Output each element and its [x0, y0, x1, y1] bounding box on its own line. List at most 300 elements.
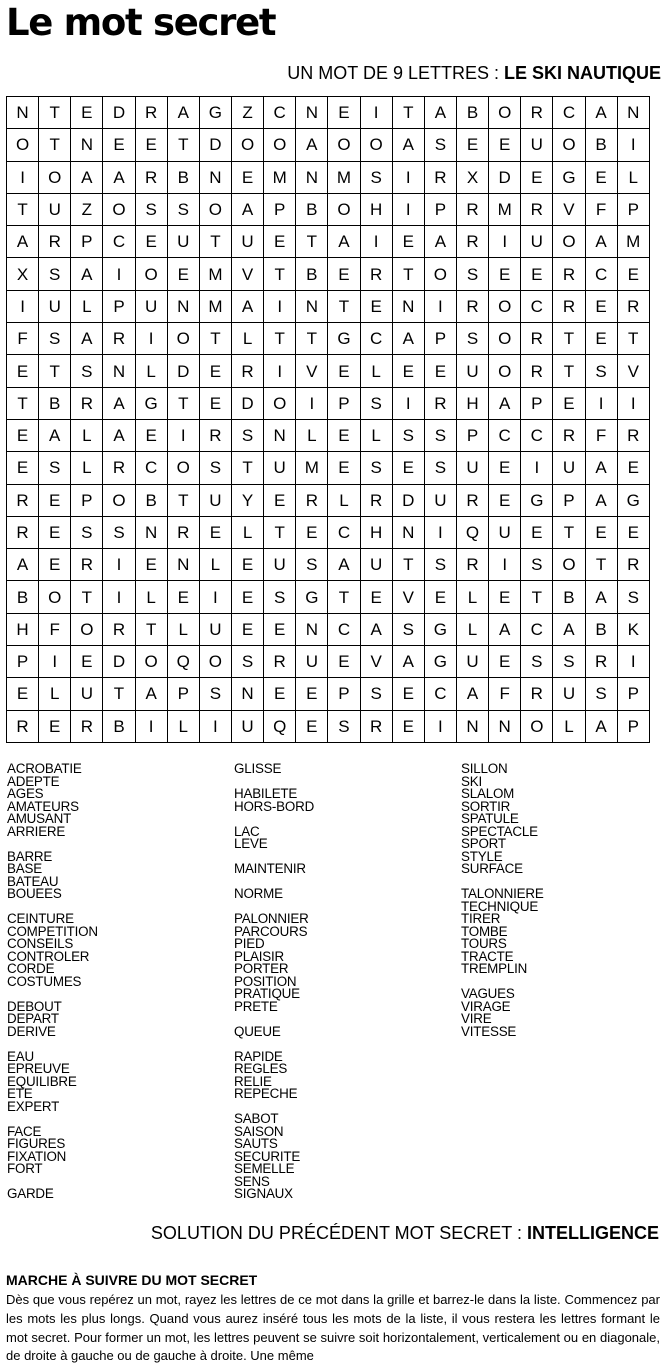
grid-cell[interactable]: P: [167, 678, 199, 710]
grid-cell[interactable]: S: [71, 516, 103, 548]
grid-cell[interactable]: I: [521, 452, 553, 484]
grid-cell[interactable]: S: [585, 355, 617, 387]
grid-cell[interactable]: I: [424, 516, 456, 548]
grid-cell[interactable]: O: [424, 258, 456, 290]
grid-cell[interactable]: I: [39, 646, 71, 678]
grid-cell[interactable]: S: [585, 678, 617, 710]
grid-cell[interactable]: Q: [456, 516, 488, 548]
grid-cell[interactable]: L: [617, 161, 649, 193]
grid-cell[interactable]: I: [392, 193, 424, 225]
grid-cell[interactable]: I: [296, 387, 328, 419]
grid-cell[interactable]: R: [360, 258, 392, 290]
grid-cell[interactable]: S: [39, 452, 71, 484]
grid-cell[interactable]: O: [328, 193, 360, 225]
grid-cell[interactable]: T: [264, 258, 296, 290]
grid-cell[interactable]: E: [167, 581, 199, 613]
grid-cell[interactable]: E: [199, 516, 231, 548]
grid-cell[interactable]: R: [424, 387, 456, 419]
grid-cell[interactable]: E: [489, 258, 521, 290]
grid-cell[interactable]: A: [585, 710, 617, 742]
grid-cell[interactable]: B: [103, 710, 135, 742]
grid-cell[interactable]: E: [521, 161, 553, 193]
grid-cell[interactable]: I: [264, 290, 296, 322]
grid-cell[interactable]: O: [71, 613, 103, 645]
grid-cell[interactable]: R: [456, 226, 488, 258]
grid-cell[interactable]: R: [585, 646, 617, 678]
grid-cell[interactable]: T: [392, 258, 424, 290]
grid-cell[interactable]: U: [553, 452, 585, 484]
grid-cell[interactable]: T: [231, 452, 263, 484]
grid-cell[interactable]: T: [296, 226, 328, 258]
grid-cell[interactable]: E: [296, 710, 328, 742]
grid-cell[interactable]: O: [39, 161, 71, 193]
grid-cell[interactable]: F: [585, 419, 617, 451]
grid-cell[interactable]: T: [264, 516, 296, 548]
grid-cell[interactable]: S: [103, 516, 135, 548]
grid-cell[interactable]: L: [135, 581, 167, 613]
grid-cell[interactable]: U: [360, 549, 392, 581]
grid-cell[interactable]: S: [617, 581, 649, 613]
grid-cell[interactable]: R: [456, 193, 488, 225]
grid-cell[interactable]: Y: [231, 484, 263, 516]
grid-cell[interactable]: N: [489, 710, 521, 742]
grid-cell[interactable]: V: [231, 258, 263, 290]
grid-cell[interactable]: P: [7, 646, 39, 678]
grid-cell[interactable]: R: [553, 290, 585, 322]
grid-cell[interactable]: A: [167, 97, 199, 129]
grid-cell[interactable]: A: [585, 452, 617, 484]
grid-cell[interactable]: L: [167, 710, 199, 742]
grid-cell[interactable]: A: [392, 129, 424, 161]
grid-cell[interactable]: N: [296, 613, 328, 645]
grid-cell[interactable]: L: [71, 419, 103, 451]
grid-cell[interactable]: V: [392, 581, 424, 613]
grid-cell[interactable]: R: [199, 419, 231, 451]
grid-cell[interactable]: C: [328, 516, 360, 548]
grid-cell[interactable]: T: [7, 193, 39, 225]
grid-cell[interactable]: U: [521, 226, 553, 258]
grid-cell[interactable]: R: [71, 710, 103, 742]
grid-cell[interactable]: T: [39, 355, 71, 387]
grid-cell[interactable]: A: [489, 387, 521, 419]
grid-cell[interactable]: T: [7, 387, 39, 419]
grid-cell[interactable]: I: [199, 710, 231, 742]
grid-cell[interactable]: U: [199, 613, 231, 645]
grid-cell[interactable]: I: [617, 646, 649, 678]
grid-cell[interactable]: S: [328, 710, 360, 742]
grid-cell[interactable]: E: [489, 646, 521, 678]
grid-cell[interactable]: A: [424, 226, 456, 258]
grid-cell[interactable]: I: [489, 549, 521, 581]
grid-cell[interactable]: N: [167, 290, 199, 322]
grid-cell[interactable]: R: [264, 646, 296, 678]
grid-cell[interactable]: I: [167, 419, 199, 451]
grid-cell[interactable]: P: [456, 419, 488, 451]
grid-cell[interactable]: E: [39, 710, 71, 742]
grid-cell[interactable]: O: [103, 484, 135, 516]
grid-cell[interactable]: E: [489, 129, 521, 161]
grid-cell[interactable]: I: [103, 549, 135, 581]
grid-cell[interactable]: E: [135, 226, 167, 258]
grid-cell[interactable]: A: [103, 161, 135, 193]
grid-cell[interactable]: N: [392, 516, 424, 548]
grid-cell[interactable]: E: [296, 516, 328, 548]
grid-cell[interactable]: A: [71, 161, 103, 193]
grid-cell[interactable]: E: [7, 355, 39, 387]
grid-cell[interactable]: P: [553, 484, 585, 516]
grid-cell[interactable]: C: [424, 678, 456, 710]
grid-cell[interactable]: U: [231, 226, 263, 258]
grid-cell[interactable]: I: [360, 97, 392, 129]
grid-cell[interactable]: E: [328, 355, 360, 387]
grid-cell[interactable]: S: [296, 549, 328, 581]
grid-cell[interactable]: V: [360, 646, 392, 678]
grid-cell[interactable]: E: [103, 129, 135, 161]
grid-cell[interactable]: S: [456, 258, 488, 290]
grid-cell[interactable]: E: [231, 581, 263, 613]
grid-cell[interactable]: N: [296, 161, 328, 193]
grid-cell[interactable]: C: [489, 419, 521, 451]
grid-cell[interactable]: E: [135, 549, 167, 581]
grid-cell[interactable]: T: [167, 484, 199, 516]
grid-cell[interactable]: G: [135, 387, 167, 419]
grid-cell[interactable]: O: [553, 549, 585, 581]
grid-cell[interactable]: T: [392, 549, 424, 581]
grid-cell[interactable]: E: [39, 516, 71, 548]
grid-cell[interactable]: L: [296, 419, 328, 451]
grid-cell[interactable]: L: [71, 452, 103, 484]
grid-cell[interactable]: S: [360, 678, 392, 710]
grid-cell[interactable]: E: [199, 387, 231, 419]
grid-cell[interactable]: A: [456, 678, 488, 710]
grid-cell[interactable]: T: [328, 581, 360, 613]
grid-cell[interactable]: E: [617, 452, 649, 484]
grid-cell[interactable]: N: [103, 355, 135, 387]
grid-cell[interactable]: C: [553, 97, 585, 129]
grid-cell[interactable]: O: [39, 581, 71, 613]
grid-cell[interactable]: N: [231, 678, 263, 710]
grid-cell[interactable]: R: [71, 387, 103, 419]
grid-cell[interactable]: E: [264, 613, 296, 645]
grid-cell[interactable]: E: [585, 323, 617, 355]
grid-cell[interactable]: R: [617, 549, 649, 581]
grid-cell[interactable]: B: [296, 258, 328, 290]
grid-cell[interactable]: E: [617, 258, 649, 290]
grid-cell[interactable]: H: [360, 516, 392, 548]
grid-cell[interactable]: T: [167, 387, 199, 419]
grid-cell[interactable]: N: [167, 549, 199, 581]
grid-cell[interactable]: M: [328, 161, 360, 193]
grid-cell[interactable]: R: [521, 97, 553, 129]
grid-cell[interactable]: P: [328, 678, 360, 710]
grid-cell[interactable]: B: [39, 387, 71, 419]
grid-cell[interactable]: U: [231, 710, 263, 742]
grid-cell[interactable]: G: [521, 484, 553, 516]
grid-cell[interactable]: C: [135, 452, 167, 484]
grid-cell[interactable]: G: [328, 323, 360, 355]
grid-cell[interactable]: O: [167, 323, 199, 355]
grid-cell[interactable]: E: [7, 678, 39, 710]
grid-cell[interactable]: O: [264, 387, 296, 419]
grid-cell[interactable]: P: [617, 678, 649, 710]
grid-cell[interactable]: M: [199, 258, 231, 290]
grid-cell[interactable]: R: [521, 193, 553, 225]
grid-cell[interactable]: O: [231, 129, 263, 161]
grid-cell[interactable]: R: [360, 710, 392, 742]
grid-cell[interactable]: R: [7, 516, 39, 548]
grid-cell[interactable]: A: [424, 97, 456, 129]
grid-cell[interactable]: N: [199, 161, 231, 193]
grid-cell[interactable]: S: [424, 549, 456, 581]
grid-cell[interactable]: O: [7, 129, 39, 161]
grid-cell[interactable]: E: [360, 290, 392, 322]
grid-cell[interactable]: P: [71, 226, 103, 258]
grid-cell[interactable]: L: [360, 355, 392, 387]
grid-cell[interactable]: T: [167, 129, 199, 161]
grid-cell[interactable]: R: [521, 323, 553, 355]
grid-cell[interactable]: E: [489, 484, 521, 516]
grid-cell[interactable]: T: [328, 290, 360, 322]
grid-cell[interactable]: B: [456, 97, 488, 129]
grid-cell[interactable]: L: [456, 613, 488, 645]
grid-cell[interactable]: D: [199, 129, 231, 161]
grid-cell[interactable]: G: [617, 484, 649, 516]
grid-cell[interactable]: A: [103, 387, 135, 419]
grid-cell[interactable]: E: [7, 452, 39, 484]
grid-cell[interactable]: I: [424, 710, 456, 742]
grid-cell[interactable]: A: [71, 258, 103, 290]
grid-cell[interactable]: B: [585, 613, 617, 645]
grid-cell[interactable]: E: [392, 678, 424, 710]
grid-cell[interactable]: R: [456, 290, 488, 322]
grid-cell[interactable]: D: [103, 97, 135, 129]
grid-cell[interactable]: P: [103, 290, 135, 322]
grid-cell[interactable]: O: [264, 129, 296, 161]
grid-cell[interactable]: H: [456, 387, 488, 419]
grid-cell[interactable]: D: [231, 387, 263, 419]
grid-cell[interactable]: S: [264, 581, 296, 613]
grid-cell[interactable]: A: [585, 581, 617, 613]
grid-cell[interactable]: L: [553, 710, 585, 742]
grid-cell[interactable]: I: [585, 387, 617, 419]
grid-cell[interactable]: T: [553, 323, 585, 355]
grid-cell[interactable]: S: [39, 323, 71, 355]
grid-cell[interactable]: S: [424, 129, 456, 161]
grid-cell[interactable]: O: [553, 226, 585, 258]
grid-cell[interactable]: M: [617, 226, 649, 258]
grid-cell[interactable]: G: [199, 97, 231, 129]
grid-cell[interactable]: M: [264, 161, 296, 193]
grid-cell[interactable]: Q: [167, 646, 199, 678]
grid-cell[interactable]: S: [392, 419, 424, 451]
grid-cell[interactable]: E: [264, 226, 296, 258]
grid-cell[interactable]: A: [585, 97, 617, 129]
grid-cell[interactable]: E: [392, 226, 424, 258]
grid-cell[interactable]: V: [296, 355, 328, 387]
grid-cell[interactable]: D: [489, 161, 521, 193]
grid-cell[interactable]: R: [553, 258, 585, 290]
grid-cell[interactable]: C: [521, 290, 553, 322]
grid-cell[interactable]: U: [135, 290, 167, 322]
grid-cell[interactable]: N: [617, 97, 649, 129]
grid-cell[interactable]: E: [617, 516, 649, 548]
grid-cell[interactable]: L: [199, 549, 231, 581]
grid-cell[interactable]: N: [135, 516, 167, 548]
grid-cell[interactable]: E: [328, 258, 360, 290]
grid-cell[interactable]: U: [296, 646, 328, 678]
grid-cell[interactable]: T: [617, 323, 649, 355]
grid-cell[interactable]: P: [617, 710, 649, 742]
grid-cell[interactable]: T: [39, 129, 71, 161]
grid-cell[interactable]: S: [424, 452, 456, 484]
grid-cell[interactable]: R: [7, 710, 39, 742]
grid-cell[interactable]: O: [199, 646, 231, 678]
grid-cell[interactable]: E: [521, 516, 553, 548]
grid-cell[interactable]: A: [328, 549, 360, 581]
grid-cell[interactable]: H: [360, 193, 392, 225]
grid-cell[interactable]: R: [103, 452, 135, 484]
grid-cell[interactable]: B: [167, 161, 199, 193]
grid-cell[interactable]: R: [553, 419, 585, 451]
grid-cell[interactable]: U: [489, 516, 521, 548]
grid-cell[interactable]: F: [489, 678, 521, 710]
grid-cell[interactable]: I: [135, 710, 167, 742]
grid-cell[interactable]: H: [7, 613, 39, 645]
grid-cell[interactable]: E: [328, 452, 360, 484]
grid-cell[interactable]: G: [424, 646, 456, 678]
grid-cell[interactable]: X: [7, 258, 39, 290]
grid-cell[interactable]: T: [521, 581, 553, 613]
grid-cell[interactable]: O: [167, 452, 199, 484]
grid-cell[interactable]: N: [7, 97, 39, 129]
grid-cell[interactable]: S: [360, 387, 392, 419]
grid-cell[interactable]: O: [328, 129, 360, 161]
grid-cell[interactable]: R: [103, 323, 135, 355]
grid-cell[interactable]: A: [135, 678, 167, 710]
grid-cell[interactable]: F: [7, 323, 39, 355]
grid-cell[interactable]: R: [167, 516, 199, 548]
grid-cell[interactable]: N: [71, 129, 103, 161]
grid-cell[interactable]: T: [135, 613, 167, 645]
grid-cell[interactable]: S: [553, 646, 585, 678]
grid-cell[interactable]: E: [71, 97, 103, 129]
grid-cell[interactable]: A: [231, 290, 263, 322]
grid-cell[interactable]: P: [617, 193, 649, 225]
grid-cell[interactable]: N: [392, 290, 424, 322]
grid-cell[interactable]: E: [456, 129, 488, 161]
grid-cell[interactable]: C: [103, 226, 135, 258]
grid-cell[interactable]: O: [489, 355, 521, 387]
grid-cell[interactable]: A: [392, 646, 424, 678]
grid-cell[interactable]: U: [456, 452, 488, 484]
grid-cell[interactable]: L: [231, 516, 263, 548]
grid-cell[interactable]: D: [167, 355, 199, 387]
grid-cell[interactable]: O: [360, 129, 392, 161]
grid-cell[interactable]: I: [424, 290, 456, 322]
grid-cell[interactable]: U: [39, 193, 71, 225]
grid-cell[interactable]: M: [489, 193, 521, 225]
grid-cell[interactable]: E: [360, 581, 392, 613]
grid-cell[interactable]: E: [71, 646, 103, 678]
grid-cell[interactable]: D: [103, 646, 135, 678]
grid-cell[interactable]: A: [7, 549, 39, 581]
grid-cell[interactable]: R: [521, 678, 553, 710]
grid-cell[interactable]: U: [199, 484, 231, 516]
grid-cell[interactable]: S: [231, 419, 263, 451]
grid-cell[interactable]: O: [135, 646, 167, 678]
grid-cell[interactable]: E: [489, 581, 521, 613]
grid-cell[interactable]: O: [103, 193, 135, 225]
grid-cell[interactable]: E: [424, 355, 456, 387]
grid-cell[interactable]: T: [264, 323, 296, 355]
grid-cell[interactable]: C: [585, 258, 617, 290]
grid-cell[interactable]: S: [71, 355, 103, 387]
grid-cell[interactable]: O: [553, 129, 585, 161]
grid-cell[interactable]: T: [103, 678, 135, 710]
grid-cell[interactable]: L: [456, 581, 488, 613]
grid-cell[interactable]: A: [39, 419, 71, 451]
grid-cell[interactable]: E: [231, 549, 263, 581]
grid-cell[interactable]: E: [328, 97, 360, 129]
grid-cell[interactable]: L: [328, 484, 360, 516]
grid-cell[interactable]: K: [617, 613, 649, 645]
grid-cell[interactable]: I: [392, 161, 424, 193]
grid-cell[interactable]: S: [135, 193, 167, 225]
grid-cell[interactable]: T: [71, 581, 103, 613]
grid-cell[interactable]: M: [199, 290, 231, 322]
grid-cell[interactable]: D: [392, 484, 424, 516]
grid-cell[interactable]: U: [39, 290, 71, 322]
grid-cell[interactable]: A: [392, 323, 424, 355]
grid-cell[interactable]: E: [264, 484, 296, 516]
grid-cell[interactable]: U: [264, 549, 296, 581]
grid-cell[interactable]: I: [103, 581, 135, 613]
grid-cell[interactable]: I: [617, 129, 649, 161]
grid-cell[interactable]: R: [617, 419, 649, 451]
grid-cell[interactable]: R: [456, 549, 488, 581]
grid-cell[interactable]: E: [328, 419, 360, 451]
grid-cell[interactable]: E: [392, 355, 424, 387]
grid-cell[interactable]: O: [199, 193, 231, 225]
grid-cell[interactable]: I: [617, 387, 649, 419]
grid-cell[interactable]: S: [199, 452, 231, 484]
grid-cell[interactable]: G: [296, 581, 328, 613]
grid-cell[interactable]: E: [231, 613, 263, 645]
grid-cell[interactable]: R: [39, 226, 71, 258]
grid-cell[interactable]: E: [199, 355, 231, 387]
grid-cell[interactable]: S: [167, 193, 199, 225]
grid-cell[interactable]: R: [360, 484, 392, 516]
grid-cell[interactable]: I: [7, 290, 39, 322]
grid-cell[interactable]: P: [424, 323, 456, 355]
grid-cell[interactable]: F: [585, 193, 617, 225]
grid-cell[interactable]: A: [231, 193, 263, 225]
grid-cell[interactable]: F: [39, 613, 71, 645]
grid-cell[interactable]: C: [264, 97, 296, 129]
grid-cell[interactable]: B: [135, 484, 167, 516]
grid-cell[interactable]: S: [199, 678, 231, 710]
grid-cell[interactable]: A: [489, 613, 521, 645]
grid-cell[interactable]: U: [521, 129, 553, 161]
grid-cell[interactable]: I: [7, 161, 39, 193]
grid-cell[interactable]: E: [7, 419, 39, 451]
grid-cell[interactable]: G: [424, 613, 456, 645]
grid-cell[interactable]: C: [328, 613, 360, 645]
grid-cell[interactable]: E: [135, 129, 167, 161]
grid-cell[interactable]: E: [135, 419, 167, 451]
grid-cell[interactable]: A: [360, 613, 392, 645]
grid-cell[interactable]: O: [489, 290, 521, 322]
